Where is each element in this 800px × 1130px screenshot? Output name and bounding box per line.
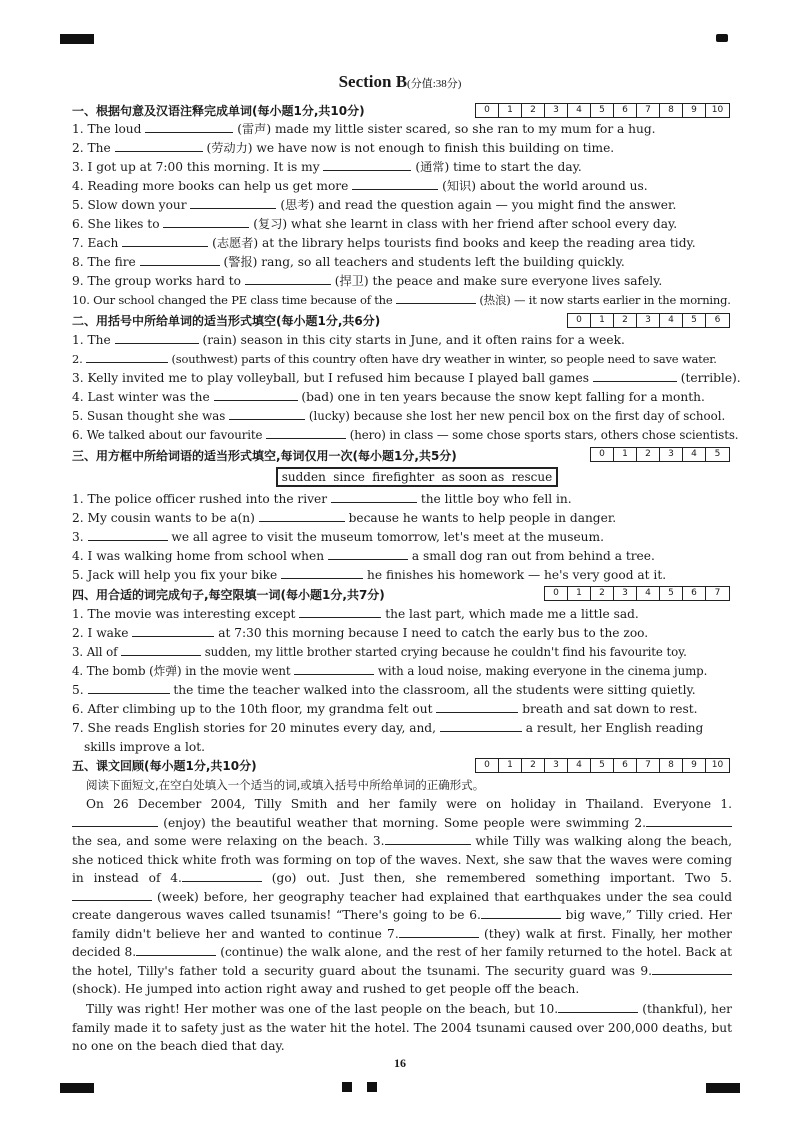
score-cell: 0: [591, 448, 614, 461]
score-cell: 10: [711, 760, 724, 770]
score-cell: 1: [499, 759, 522, 772]
score-cell: 2: [637, 448, 660, 461]
text: (shock). He jumped into action right away and rushed to get people off the beach.: [72, 982, 580, 996]
s4-item-4: [72, 662, 707, 680]
text: 6. After climbing up to the 10th floor, my grandma felt out: [72, 702, 433, 716]
score-cell: 2: [522, 759, 545, 772]
score-cell: 5: [591, 104, 614, 117]
text: at 7:30 this morning because I need to catch the early bus to the zoo.: [218, 626, 649, 640]
s2-item-3: [72, 369, 741, 387]
section-title: Section B: [338, 72, 408, 91]
registration-mark-bottom-center-1: [342, 1082, 352, 1092]
text: 4. Reading more books can help us get more: [72, 179, 349, 193]
answer-blank[interactable]: [266, 427, 346, 439]
text: (劳动力) we have now is not enough to finish this building on time.: [206, 141, 615, 155]
word-bank: [276, 467, 558, 487]
text: 3. All of: [72, 645, 118, 659]
s2-item-5: [72, 407, 725, 425]
text: the little boy who fell in.: [420, 492, 572, 506]
answer-blank-4[interactable]: [182, 870, 262, 882]
s2-item-4: [72, 388, 705, 406]
answer-blank[interactable]: [299, 606, 381, 618]
text: (week) before, her geography teacher had explained that earthquakes under the sea could create dangerous waves called tsunamis! “There's going to be 6.: [72, 889, 732, 922]
answer-blank-3[interactable]: [385, 833, 471, 845]
score-cell: 0: [476, 759, 499, 772]
score-cell: 2: [591, 587, 614, 600]
s5-passage-paragraph-1: [72, 795, 732, 999]
text: (热浪) — it now starts earlier in the morning.: [479, 293, 731, 307]
s4-item-5: [72, 681, 696, 699]
word-bank-item: as soon as: [441, 470, 505, 484]
score-cell: 8: [660, 759, 683, 772]
text: (go) out. Just then, she remembered something important. Two 5.: [271, 871, 733, 885]
answer-blank[interactable]: [440, 720, 522, 732]
registration-mark-bottom-left: [60, 1083, 94, 1093]
s3-item-1: [72, 490, 572, 508]
score-cell: 6: [614, 104, 637, 117]
answer-blank-10[interactable]: [558, 1001, 638, 1013]
answer-blank[interactable]: [140, 254, 220, 266]
answer-blank-5[interactable]: [72, 889, 152, 901]
answer-blank[interactable]: [122, 235, 208, 247]
answer-blank-6[interactable]: [481, 907, 561, 919]
answer-blank[interactable]: [436, 701, 518, 713]
score-cell: 4: [568, 759, 591, 772]
score-cell: 7: [637, 104, 660, 117]
text: 9. The group works hard to: [72, 274, 242, 288]
s5-passage-paragraph-2: [72, 1000, 732, 1056]
answer-blank[interactable]: [86, 351, 168, 363]
s1-header: 一、根据句意及汉语注释完成单词(每小题1分,共10分): [72, 104, 365, 118]
text: (hero) in class — some chose sports stars, others chose scientists.: [349, 428, 739, 442]
text: 3. Kelly invited me to play volleyball, but I refused him because I played ball games: [72, 371, 589, 385]
text: 4. The bomb (炸弹) in the movie went: [72, 664, 291, 678]
score-cell: 0: [476, 104, 499, 117]
text: (雷声) made my little sister scared, so she ran to my mum for a hug.: [237, 122, 656, 136]
answer-blank-1[interactable]: [72, 815, 158, 827]
text: 6. She likes to: [72, 217, 160, 231]
s2-item-2: [72, 350, 717, 368]
s1-item-9: [72, 272, 662, 290]
s1-item-10: [72, 291, 731, 309]
text: (通常) time to start the day.: [415, 160, 582, 174]
score-cell: 9: [683, 104, 706, 117]
score-cell: 4: [660, 314, 683, 327]
s3-item-2: [72, 509, 616, 527]
text: 5.: [72, 683, 84, 697]
answer-blank[interactable]: [132, 625, 214, 637]
text: because he wants to help people in danger.: [348, 511, 617, 525]
answer-blank[interactable]: [115, 332, 199, 344]
s1-item-2: [72, 139, 614, 157]
answer-blank[interactable]: [145, 121, 233, 133]
text: 1. The police officer rushed into the river: [72, 492, 328, 506]
answer-blank[interactable]: [115, 140, 203, 152]
text: 2.: [72, 352, 83, 366]
text: the sea, and some were relaxing on the beach. 3.: [72, 834, 385, 848]
text: 1. The loud: [72, 122, 142, 136]
score-cell: 4: [568, 104, 591, 117]
answer-blank[interactable]: [294, 663, 374, 675]
answer-blank[interactable]: [281, 567, 363, 579]
text: a result, her English reading: [525, 721, 704, 735]
s4-item-7-cont: skills improve a lot.: [84, 740, 206, 754]
s4-score-box: [544, 586, 730, 601]
s3-item-5: [72, 566, 666, 584]
text: (捍卫) the peace and make sure everyone lives safely.: [334, 274, 663, 288]
text: sudden, my little brother started crying because he couldn't find his favourite toy.: [204, 645, 687, 659]
s4-item-6: [72, 700, 698, 718]
s1-item-1: [72, 120, 656, 138]
text: (rain) season in this city starts in June, and it often rains for a week.: [202, 333, 625, 347]
score-cell: 5: [683, 314, 706, 327]
score-cell: 1: [614, 448, 637, 461]
text: a small dog ran out from behind a tree.: [411, 549, 655, 563]
word-bank-item: sudden: [281, 470, 326, 484]
answer-blank[interactable]: [331, 491, 417, 503]
text: 6. We talked about our favourite: [72, 428, 263, 442]
score-cell: 1: [499, 104, 522, 117]
s1-item-7: [72, 234, 696, 252]
registration-mark-top-left: [60, 34, 94, 44]
word-bank-item: firefighter: [372, 470, 435, 484]
score-cell: 5: [714, 449, 721, 459]
answer-blank[interactable]: [352, 178, 438, 190]
text: (continue) the walk alone, and the rest of her family returned to the hotel. Back at the hotel, Tilly's father told a security guard about the tsunami. The security guard was 9.: [72, 945, 733, 978]
text: On 26 December 2004, Tilly Smith and her family were on holiday in Thailand. Everyone: [86, 797, 712, 811]
text: 5. Jack will help you fix your bike: [72, 568, 278, 582]
blank-number: 2.: [634, 815, 646, 830]
text: 2. My cousin wants to be a(n): [72, 511, 255, 525]
score-cell: 5: [591, 759, 614, 772]
score-cell: 6: [614, 759, 637, 772]
answer-blank-9[interactable]: [652, 963, 732, 975]
s2-item-1: [72, 331, 625, 349]
text: while Tilly was walking along the beach, she noticed thick white froth was forming on top of the waves. Next, she saw that the waves were coming in instead of 4.: [72, 834, 733, 885]
text: big wave,” Tilly cried. Her family didn't believe her and wanted to continue 7.: [72, 908, 732, 941]
text: (警报) rang, so all teachers and students left the building quickly.: [223, 255, 625, 269]
answer-blank[interactable]: [593, 370, 677, 382]
s1-score-box: [475, 103, 730, 118]
s1-item-8: [72, 253, 625, 271]
text: the time the teacher walked into the classroom, all the students were sitting quietly.: [173, 683, 696, 697]
score-cell: 0: [568, 314, 591, 327]
score-cell: 2: [522, 104, 545, 117]
answer-blank[interactable]: [190, 197, 276, 209]
answer-blank-7[interactable]: [399, 926, 479, 938]
page-title: [0, 72, 800, 92]
s1-item-6: [72, 215, 677, 233]
s2-score-box: [567, 313, 730, 328]
s5-instruction: 阅读下面短文,在空白处填入一个适当的词,或填入括号中所给单词的正确形式。: [86, 778, 485, 792]
answer-blank[interactable]: [245, 273, 331, 285]
s1-item-4: [72, 177, 648, 195]
text: with a loud noise, making everyone in the cinema jump.: [377, 664, 708, 678]
text: 7. She reads English stories for 20 minutes every day, and,: [72, 721, 436, 735]
score-cell: 1: [591, 314, 614, 327]
word-bank-item: rescue: [511, 470, 553, 484]
answer-blank[interactable]: [88, 529, 168, 541]
text: 7. Each: [72, 236, 119, 250]
s4-header: 四、用合适的词完成句子,每空限填一词(每小题1分,共7分): [72, 588, 385, 602]
text: (思考) and read the question again — you might find the answer.: [280, 198, 677, 212]
score-cell: 2: [614, 314, 637, 327]
text: 2. I wake: [72, 626, 129, 640]
text: 4. Last winter was the: [72, 390, 210, 404]
text: 5. Slow down your: [72, 198, 187, 212]
answer-blank[interactable]: [396, 292, 476, 304]
s5-score-box: [475, 758, 730, 773]
s4-item-2: [72, 624, 648, 642]
answer-blank[interactable]: [88, 682, 170, 694]
score-cell: 7: [714, 588, 721, 598]
text: (志愿者) at the library helps tourists find books and keep the reading area tidy.: [212, 236, 696, 250]
text: 4. I was walking home from school when: [72, 549, 325, 563]
text: 2. The: [72, 141, 111, 155]
score-cell: 3: [637, 314, 660, 327]
text: (southwest) parts of this country often have dry weather in winter, so people need to save water.: [171, 352, 717, 366]
s3-score-box: [590, 447, 730, 462]
registration-mark-bottom-center-2: [367, 1082, 377, 1092]
s1-item-3: [72, 158, 582, 176]
text: 8. The fire: [72, 255, 136, 269]
score-cell: 4: [637, 587, 660, 600]
s5-header: 五、课文回顾(每小题1分,共10分): [72, 759, 257, 773]
score-cell: 7: [637, 759, 660, 772]
answer-blank[interactable]: [214, 389, 298, 401]
score-cell: 6: [683, 587, 706, 600]
s1-item-5: [72, 196, 676, 214]
text: (复习) what she learnt in class with her friend after school every day.: [253, 217, 678, 231]
text: the last part, which made me a little sad.: [385, 607, 639, 621]
s4-item-1: [72, 605, 639, 623]
text: 10. Our school changed the PE class time because of the: [72, 293, 393, 307]
text: (bad) one in ten years because the snow kept falling for a month.: [301, 390, 705, 404]
text: 3.: [72, 530, 84, 544]
answer-blank-2[interactable]: [646, 815, 732, 827]
text: breath and sat down to rest.: [522, 702, 698, 716]
score-cell: 3: [614, 587, 637, 600]
score-cell: 9: [683, 759, 706, 772]
word-bank-item: since: [333, 470, 365, 484]
answer-blank[interactable]: [323, 159, 411, 171]
score-cell: 0: [545, 587, 568, 600]
score-cell: 3: [660, 448, 683, 461]
page-number: 16: [394, 1056, 406, 1070]
score-cell: 8: [660, 104, 683, 117]
answer-blank-8[interactable]: [136, 944, 216, 956]
s3-item-3: [72, 528, 604, 546]
text: 3. I got up at 7:00 this morning. It is my: [72, 160, 320, 174]
text: (知识) about the world around us.: [442, 179, 648, 193]
score-cell: 4: [683, 448, 706, 461]
score-cell: 6: [714, 315, 721, 325]
score-cell: 3: [545, 104, 568, 117]
section-score: (分值:38分): [407, 78, 462, 90]
text: (thankful), her family made it to safety just as the water hit the hotel. The 2004 tsunami caused over 200,000 deaths, but no one on the beach died that day.: [72, 1002, 733, 1053]
blank-number: 1.: [720, 797, 732, 811]
registration-mark-bottom-right: [706, 1083, 740, 1093]
s4-item-3: [72, 643, 687, 661]
answer-blank[interactable]: [121, 644, 201, 656]
text: (lucky) because she lost her new pencil box on the first day of school.: [308, 409, 726, 423]
s3-item-4: [72, 547, 655, 565]
score-cell: 5: [660, 587, 683, 600]
s2-header: 二、用括号中所给单词的适当形式填空(每小题1分,共6分): [72, 314, 381, 328]
answer-blank[interactable]: [259, 510, 345, 522]
text: (enjoy) the beautiful weather that morning. Some people were swimming: [163, 815, 630, 830]
text: we all agree to visit the museum tomorrow, let's meet at the museum.: [171, 530, 604, 544]
text: 1. The: [72, 333, 111, 347]
text: Tilly was right! Her mother was one of the last people on the beach, but 10.: [86, 1002, 559, 1016]
registration-mark-top-right: [716, 34, 728, 42]
text: (terrible).: [680, 371, 741, 385]
text: 1. The movie was interesting except: [72, 607, 296, 621]
s2-item-6: [72, 426, 738, 444]
answer-blank[interactable]: [163, 216, 249, 228]
score-cell: 10: [711, 105, 724, 115]
s3-header: 三、用方框中所给词语的适当形式填空,每词仅用一次(每小题1分,共5分): [72, 449, 457, 463]
answer-blank[interactable]: [328, 548, 408, 560]
score-cell: 1: [568, 587, 591, 600]
answer-blank[interactable]: [229, 408, 305, 420]
score-cell: 3: [545, 759, 568, 772]
text: he finishes his homework — he's very good at it.: [367, 568, 667, 582]
text: (they) walk at first. Finally, her mother decided 8.: [72, 926, 733, 959]
s4-item-7: [72, 719, 703, 737]
text: 5. Susan thought she was: [72, 409, 226, 423]
